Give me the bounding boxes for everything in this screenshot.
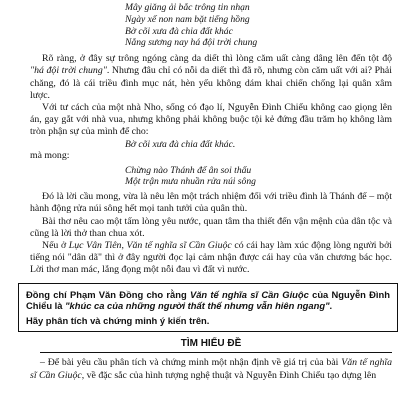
paragraph-2: Với tư cách của một nhà Nho, sống có đạo lí, Nguyễn Đình Chiểu không cao giọng lên án, gay gắt với nhà vua, nhưng không phải không buộc tội kẻ đứng đầu trăm họ không làm tròn phận sự của mình để cho: [30,102,392,138]
section-divider [40,352,392,353]
verse-line: Chừng nào Thánh đế ân soi thấu [125,164,252,176]
verse-line: Một trận mưa nhuần rửa núi sông [125,176,256,188]
assignment-box [18,283,398,333]
paragraph-3: mà mong: [30,150,70,162]
verse-stanza-1 [30,0,392,49]
verse-stanza-2 [30,139,392,151]
verse-line: Mây giăng ải bắc trông tin nhạn [125,2,250,13]
paragraph-4: Đó là lời cầu mong, vừa là nêu lên một trách nhiệm đối với triều đình là Thánh đế – một hành động rửa núi sông hết mọi tanh tưởi của quân thù. [30,191,392,215]
verse-line: Bờ cõi xưa đà chia đất khác. [125,138,236,150]
assignment-prompt: Đồng chí Phạm Văn Đồng cho rằng Văn tế nghĩa sĩ Cần Giuộc của Nguyễn Đình Chiểu là "khúc ca của những người thất thế nhưng vẫn hiên ngang". [26,288,390,312]
section-title: TÌM HIỂU ĐỀ [180,338,242,350]
verse-line: Nắng sương nay há đội trời chung [125,37,258,49]
verse-line: Bờ cõi xưa đà chia đất khác [125,25,233,37]
paragraph-7: – Để bài yêu cầu phân tích và chứng minh một nhận định về giá trị của bài Văn tế nghĩa sĩ Cần Giuộc, về đặc sắc của hình tượng nghệ thuật và Nguyễn Đình Chiểu tạo dựng lên [30,357,392,381]
verse-line: Ngày xế non nam bặt tiếng hồng [125,13,250,25]
paragraph-5: Bài thơ nêu cao một tấm lòng yêu nước, quan tâm tha thiết đến vận mệnh của dân tộc và cũng là lời thở than chua xót. [30,215,392,239]
verse-stanza-3 [30,165,392,189]
paragraph-6: Nếu ở Lục Vân Tiên, Văn tế nghĩa sĩ Cần Giuộc có cái hay làm xúc động lòng người bởi tiếng nói "dân dã" thì ở đây người đọc lại cảm nhận được cái hay của văn chương bác học. Lời thơ man mác, lắng đọng một nỗi đau vì đất vì nước. [30,240,392,276]
assignment-request: Hãy phân tích và chứng minh ý kiến trên. [26,314,210,326]
paragraph-1: Rõ ràng, ở đây sự trông ngóng càng da diết thì lòng căm uất càng dâng lên đến tột độ "há đội trời chung". Nhưng đâu chỉ có nỗi da diết thì đã rõ, nhưng còn căm uất với ai? Phải chăng, đó là cái triều đình mục nát, hèn yếu không dám khai chiến chống lại quân xâm lược. [30,53,393,101]
